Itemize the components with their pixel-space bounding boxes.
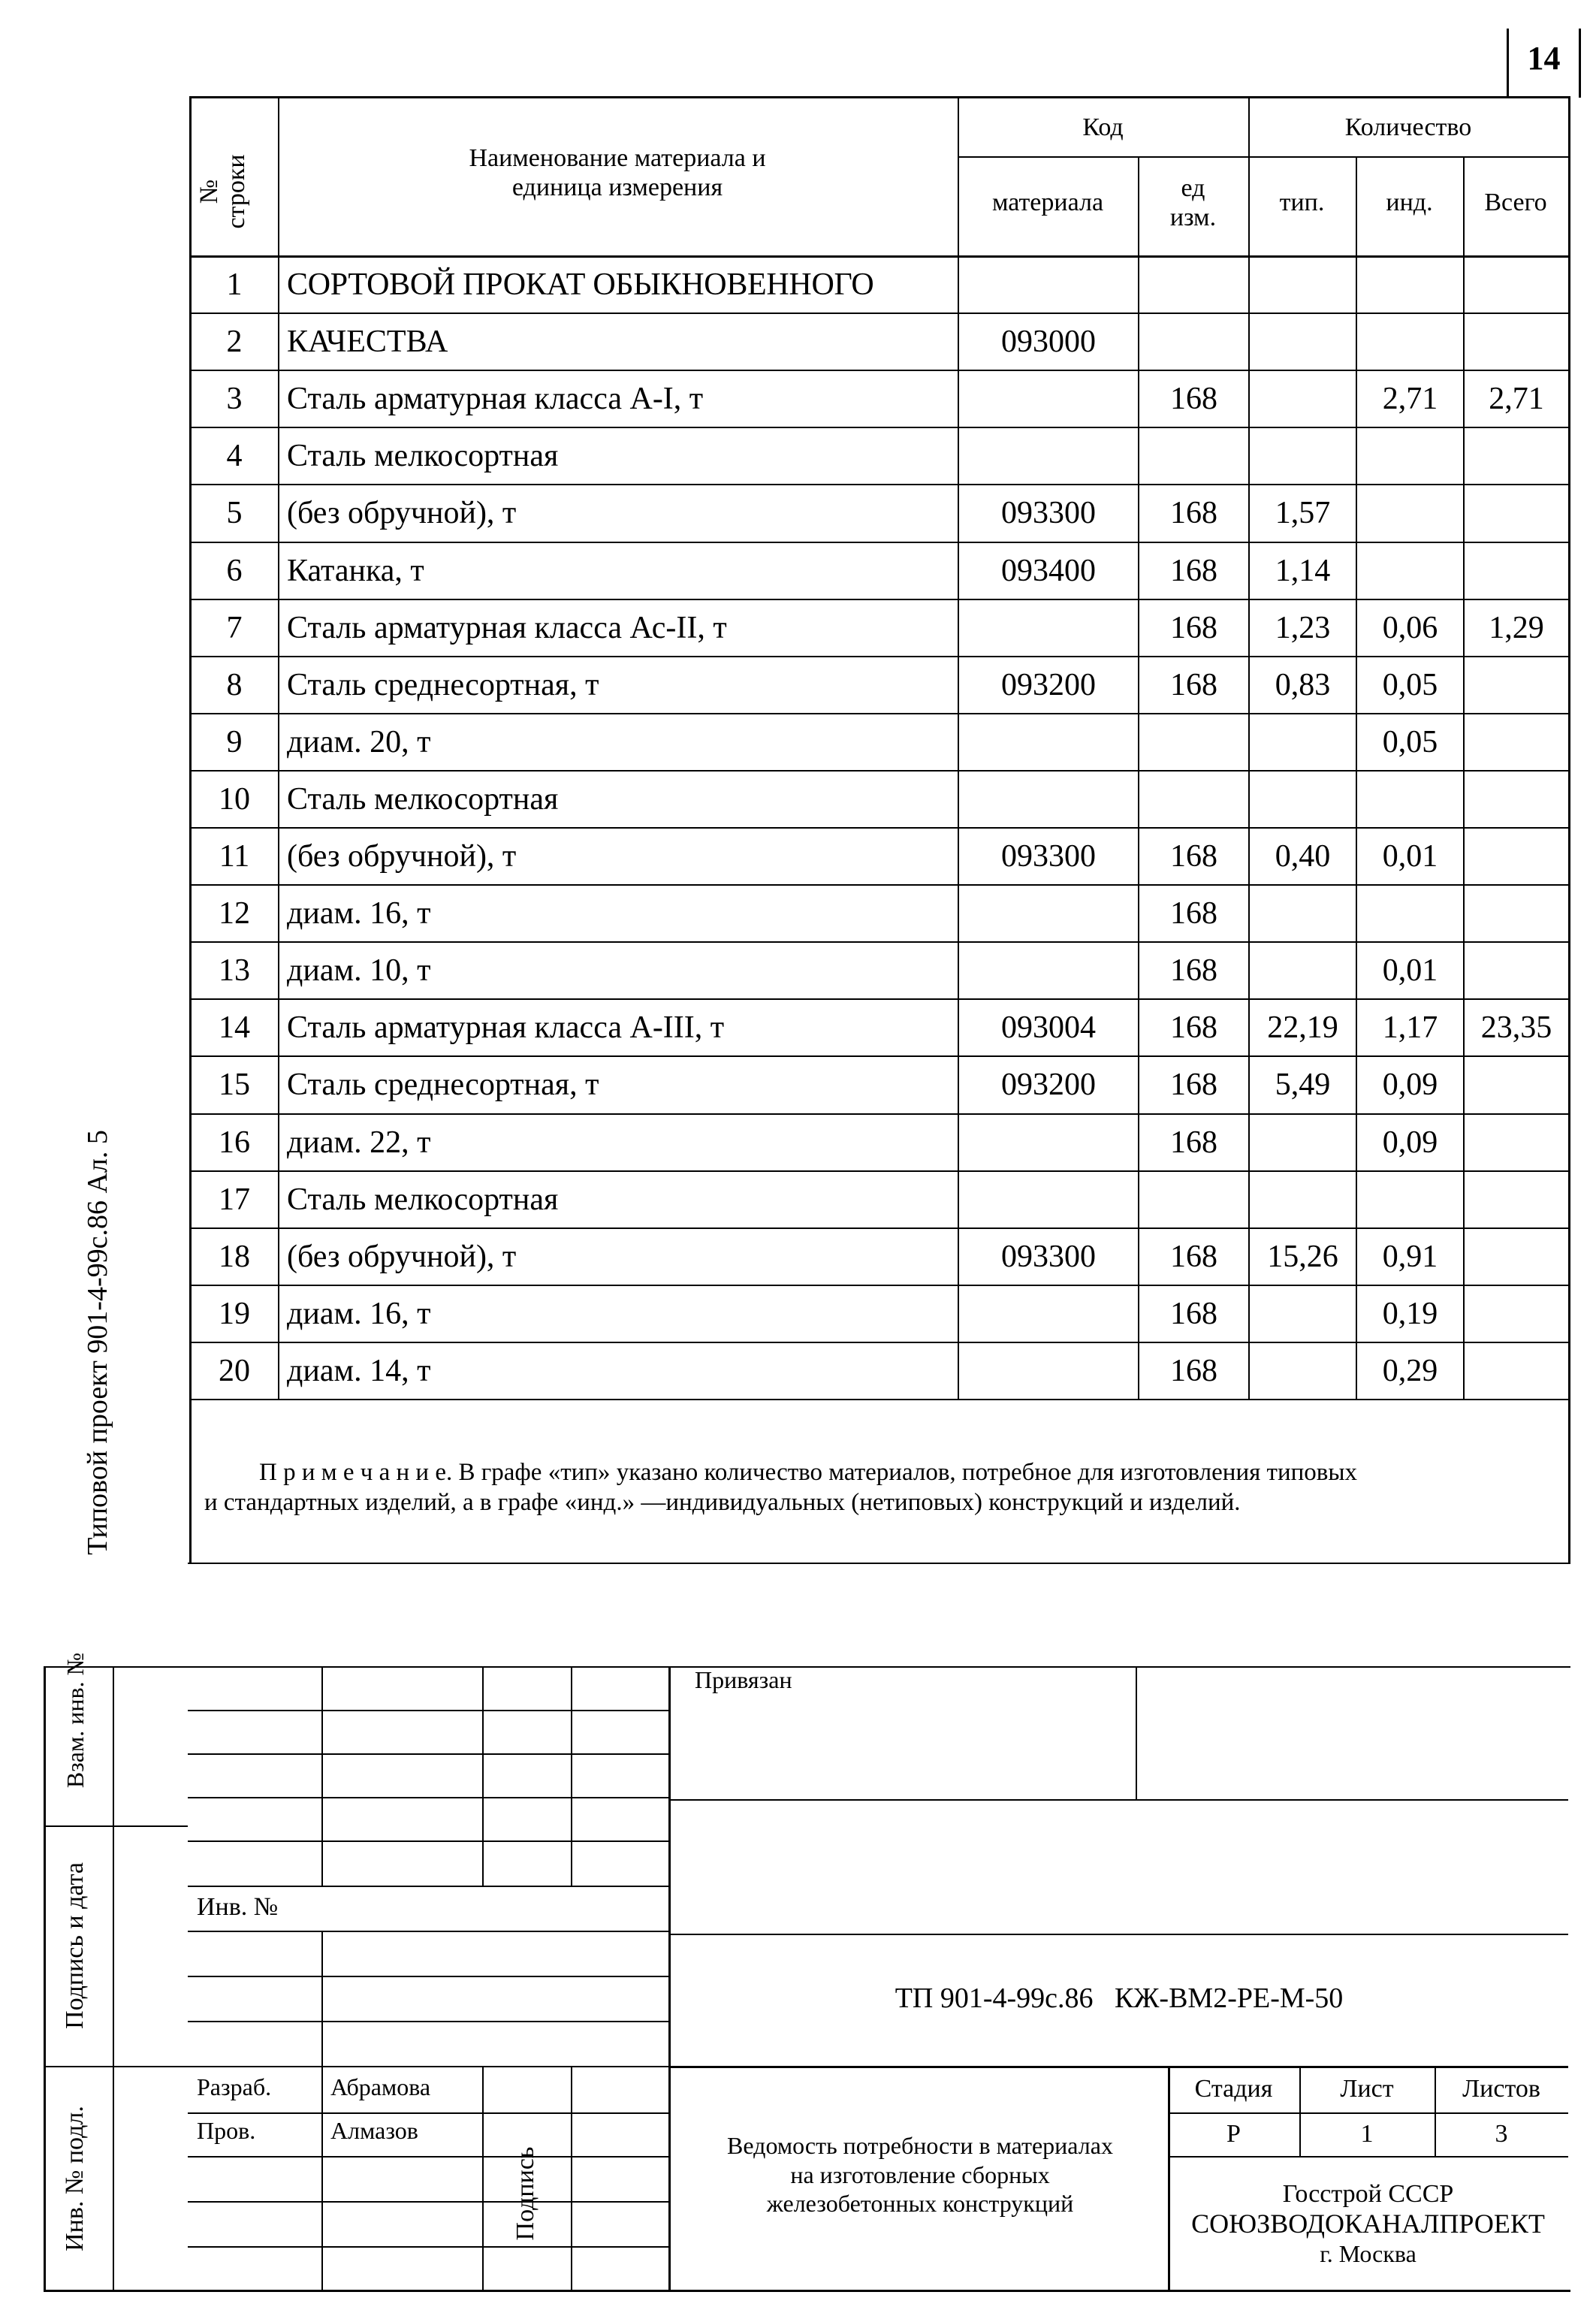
doc-title-line-3: железобетонных конструкций xyxy=(766,2190,1074,2218)
cell-ind xyxy=(1357,485,1463,541)
label-vzam-inv: Взам. инв. № xyxy=(61,1652,89,1789)
cell-no: 5 xyxy=(226,496,243,530)
cell-total xyxy=(1465,1229,1568,1285)
cell-typ xyxy=(1250,371,1356,427)
podpis-label: Подпись xyxy=(511,2146,539,2241)
org-line-3: г. Москва xyxy=(1320,2239,1416,2267)
cell-ind: 2,71 xyxy=(1382,382,1438,416)
doc-code: ТП 901-4-99с.86 КЖ-ВМ2-РЕ-М-50 xyxy=(895,1982,1344,2015)
cell-total xyxy=(1465,485,1568,541)
stamp-row-line xyxy=(188,2021,668,2022)
prov-label: Пров. xyxy=(197,2117,256,2144)
cell-total xyxy=(1465,1286,1568,1342)
cell-unit: 168 xyxy=(1170,1240,1217,1274)
cell-unit: 168 xyxy=(1170,1125,1217,1160)
list-label: Лист xyxy=(1340,2075,1394,2103)
cell-name: Сталь среднесортная, т xyxy=(287,1067,599,1102)
cell-material xyxy=(959,886,1138,941)
cell-no: 8 xyxy=(226,668,243,702)
cell-total xyxy=(1465,943,1568,998)
cell-ind: 0,19 xyxy=(1382,1297,1438,1331)
cell-ind xyxy=(1357,1172,1463,1227)
cell-material xyxy=(959,1115,1138,1170)
cell-no: 20 xyxy=(219,1354,250,1388)
cell-unit: 168 xyxy=(1170,554,1217,588)
cell-unit: 168 xyxy=(1170,1297,1217,1331)
cell-material: 093300 xyxy=(1001,839,1096,874)
cell-ind xyxy=(1357,428,1463,484)
sheet-number: 14 xyxy=(1527,39,1561,77)
cell-total xyxy=(1465,543,1568,599)
cell-name: Сталь мелкосортная xyxy=(287,782,559,817)
stamp-right-line xyxy=(668,1799,1568,1801)
listov-label: Листов xyxy=(1462,2075,1540,2103)
cell-typ xyxy=(1250,714,1356,770)
cell-material xyxy=(959,1286,1138,1342)
stamp-row-line xyxy=(188,1840,668,1842)
cell-material: 093300 xyxy=(1001,496,1096,530)
cell-ind: 0,09 xyxy=(1382,1067,1438,1102)
cell-material: 093004 xyxy=(1001,1010,1096,1045)
cell-typ xyxy=(1250,1343,1356,1399)
cell-name: Сталь арматурная класса А-I, т xyxy=(287,382,704,416)
header-row-no-text: № строки xyxy=(195,154,250,229)
cell-typ xyxy=(1250,943,1356,998)
sheet-number-box-right xyxy=(1579,29,1581,98)
stamp-row-line xyxy=(188,2156,668,2158)
cell-no: 7 xyxy=(226,611,243,645)
stamp-col-line xyxy=(482,1666,484,1886)
cell-material: 093200 xyxy=(1001,668,1096,702)
cell-unit: 168 xyxy=(1170,382,1217,416)
cell-typ: 22,19 xyxy=(1267,1010,1338,1045)
label-podpis-data: Подпись и дата xyxy=(61,1862,89,2029)
cell-ind xyxy=(1357,543,1463,599)
cell-unit: 168 xyxy=(1170,1354,1217,1388)
header-qty-group: Количество xyxy=(1344,113,1472,142)
razrab-label: Разраб. xyxy=(197,2073,272,2100)
cell-no: 10 xyxy=(219,782,250,817)
stamp-row-line xyxy=(188,1666,668,1668)
cell-unit xyxy=(1139,314,1248,370)
stamp-row-line xyxy=(188,1886,668,1887)
stadia-value: Р xyxy=(1226,2120,1241,2148)
cell-typ: 1,23 xyxy=(1275,611,1331,645)
cell-no: 18 xyxy=(219,1240,250,1274)
cell-unit xyxy=(1139,772,1248,827)
cell-no: 6 xyxy=(226,554,243,588)
cell-ind xyxy=(1357,257,1463,313)
stamp-col-line xyxy=(482,2066,484,2290)
header-row-no xyxy=(182,139,264,244)
doc-title-line-1: Ведомость потребности в материалах xyxy=(727,2132,1113,2160)
listov-value: 3 xyxy=(1495,2120,1508,2148)
cell-name: диам. 20, т xyxy=(287,725,431,759)
stamp-row-line xyxy=(188,2246,668,2248)
cell-name: КАЧЕСТВА xyxy=(287,325,448,359)
cell-no: 16 xyxy=(219,1125,250,1160)
cell-unit xyxy=(1139,714,1248,770)
cell-ind: 0,29 xyxy=(1382,1354,1438,1388)
cell-ind: 0,91 xyxy=(1382,1240,1438,1274)
stamp-strip-left xyxy=(44,1666,46,2290)
cell-total: 23,35 xyxy=(1480,1010,1552,1045)
cell-unit xyxy=(1139,428,1248,484)
cell-typ: 15,26 xyxy=(1267,1240,1338,1274)
cell-ind xyxy=(1357,886,1463,941)
header-code-group: Код xyxy=(1082,113,1124,142)
cell-unit xyxy=(1139,257,1248,313)
cell-name: (без обручной), т xyxy=(287,496,517,530)
stamp-row-line xyxy=(188,1976,668,1977)
cell-total xyxy=(1465,1115,1568,1170)
cell-unit: 168 xyxy=(1170,611,1217,645)
cell-typ: 0,40 xyxy=(1275,839,1331,874)
cell-typ xyxy=(1250,428,1356,484)
cell-name: Сталь арматурная класса А-III, т xyxy=(287,1010,725,1045)
cell-name: (без обручной), т xyxy=(287,839,517,874)
inv-no-label: Инв. № xyxy=(197,1893,279,1921)
stadia-label: Стадия xyxy=(1194,2075,1273,2103)
stamp-row-line xyxy=(188,1753,668,1755)
cell-name: диам. 14, т xyxy=(287,1354,431,1388)
cell-unit: 168 xyxy=(1170,1010,1217,1045)
prov-name: Алмазов xyxy=(330,2117,418,2144)
cell-unit xyxy=(1139,1172,1248,1227)
cell-name: Катанка, т xyxy=(287,554,424,588)
cell-ind: 0,09 xyxy=(1382,1125,1438,1160)
cell-material xyxy=(959,371,1138,427)
cell-no: 12 xyxy=(219,896,250,931)
cell-unit: 168 xyxy=(1170,668,1217,702)
cell-ind: 1,17 xyxy=(1382,1010,1438,1045)
stamp-col-line xyxy=(321,1931,323,2290)
stamp-row-line xyxy=(188,1710,668,1711)
table-right-border xyxy=(1568,96,1570,1563)
cell-material: 093400 xyxy=(1001,554,1096,588)
header-qty-ind: инд. xyxy=(1386,189,1433,217)
cell-typ xyxy=(1250,314,1356,370)
privyazan-label: Привязан xyxy=(695,1666,792,1693)
cell-material: 093000 xyxy=(1001,325,1096,359)
stamp-right-line xyxy=(668,1934,1568,1935)
cell-typ: 1,57 xyxy=(1275,496,1331,530)
cell-no: 3 xyxy=(226,382,243,416)
cell-typ xyxy=(1250,1286,1356,1342)
stamp-row-line xyxy=(188,2201,668,2203)
cell-ind: 0,01 xyxy=(1382,953,1438,988)
header-code-unit-text: ед изм. xyxy=(1169,174,1217,231)
cell-name: диам. 16, т xyxy=(287,1297,431,1331)
cell-name: Сталь арматурная класса Ас-II, т xyxy=(287,611,727,645)
cell-name: диам. 10, т xyxy=(287,953,431,988)
cell-ind xyxy=(1357,314,1463,370)
cell-material xyxy=(959,772,1138,827)
cell-total xyxy=(1465,657,1568,713)
cell-total xyxy=(1465,428,1568,484)
cell-unit: 168 xyxy=(1170,496,1217,530)
stamp-row-line xyxy=(188,2066,668,2067)
cell-no: 13 xyxy=(219,953,250,988)
cell-no: 14 xyxy=(219,1010,250,1045)
cell-typ xyxy=(1250,257,1356,313)
cell-total xyxy=(1465,1343,1568,1399)
cell-no: 19 xyxy=(219,1297,250,1331)
cell-total xyxy=(1465,257,1568,313)
stamp-strip-mid xyxy=(113,1666,114,2290)
header-qty-total: Всего xyxy=(1484,189,1547,217)
cell-material xyxy=(959,600,1138,656)
cell-total xyxy=(1465,829,1568,884)
cell-typ: 1,14 xyxy=(1275,554,1331,588)
cell-name: диам. 16, т xyxy=(287,896,431,931)
note-bottom-line xyxy=(188,1563,1570,1564)
cell-material xyxy=(959,1343,1138,1399)
header-name xyxy=(279,98,955,248)
cell-no: 1 xyxy=(226,267,243,302)
cell-total xyxy=(1465,314,1568,370)
cell-no: 17 xyxy=(219,1182,250,1217)
stamp-col-line xyxy=(571,1666,572,1886)
cell-name: диам. 22, т xyxy=(287,1125,431,1160)
cell-total xyxy=(1465,1172,1568,1227)
cell-name: Сталь мелкосортная xyxy=(287,1182,559,1217)
cell-no: 9 xyxy=(226,725,243,759)
stamp-row-line xyxy=(188,1797,668,1798)
cell-no: 11 xyxy=(219,839,250,874)
cell-ind xyxy=(1357,772,1463,827)
cell-total xyxy=(1465,772,1568,827)
cell-typ xyxy=(1250,1115,1356,1170)
cell-typ: 5,49 xyxy=(1275,1067,1331,1102)
cell-total: 1,29 xyxy=(1489,611,1544,645)
cell-name: (без обручной), т xyxy=(287,1240,517,1274)
stamp-col-line-major xyxy=(668,1666,671,2290)
list-value: 1 xyxy=(1360,2120,1374,2148)
header-name-text: Наименование материала и единица измерения xyxy=(469,143,766,201)
doc-title-line-2: на изготовление сборных xyxy=(790,2161,1050,2188)
cell-typ: 0,83 xyxy=(1275,668,1331,702)
header-code-material: материала xyxy=(991,189,1104,217)
cell-total xyxy=(1465,1057,1568,1113)
cell-no: 15 xyxy=(219,1067,250,1102)
org-line-2: СОЮЗВОДОКАНАЛПРОЕКТ xyxy=(1191,2209,1545,2239)
cell-material xyxy=(959,714,1138,770)
stamp-row-line xyxy=(188,1931,668,1932)
cell-ind: 0,05 xyxy=(1382,725,1438,759)
cell-typ xyxy=(1250,772,1356,827)
cell-unit: 168 xyxy=(1170,896,1217,931)
cell-typ xyxy=(1250,1172,1356,1227)
stamp-col-line xyxy=(321,1666,323,1886)
cell-unit: 168 xyxy=(1170,1067,1217,1102)
cell-total xyxy=(1465,714,1568,770)
cell-no: 4 xyxy=(226,439,243,473)
doc-title xyxy=(672,2066,1168,2284)
cell-ind: 0,06 xyxy=(1382,611,1438,645)
cell-material xyxy=(959,1172,1138,1227)
privyazan-divider xyxy=(1136,1666,1137,1799)
stamp-row-line xyxy=(188,2112,668,2114)
cell-material xyxy=(959,257,1138,313)
row-line xyxy=(189,1399,1570,1400)
header-code-unit xyxy=(1138,158,1248,248)
cell-name: Сталь мелкосортная xyxy=(287,439,559,473)
cell-material xyxy=(959,943,1138,998)
cell-typ xyxy=(1250,886,1356,941)
note-line-2: и стандартных изделий, а в графе «инд.» —индивидуальных (нетиповых) конструкций и изделий. xyxy=(204,1489,1241,1516)
cell-ind: 0,05 xyxy=(1382,668,1438,702)
cell-no: 2 xyxy=(226,325,243,359)
cell-unit: 168 xyxy=(1170,953,1217,988)
stamp-col-line xyxy=(571,2066,572,2290)
cell-name: СОРТОВОЙ ПРОКАТ ОБЫКНОВЕННОГО xyxy=(287,267,874,302)
note-line-1 xyxy=(259,1459,1357,1487)
org-block xyxy=(1168,2156,1568,2291)
cell-total xyxy=(1465,886,1568,941)
label-inv-podl: Инв. № подл. xyxy=(61,2106,89,2251)
note-prefix: П р и м е ч а н и е. xyxy=(259,1459,453,1486)
note-line-1-rest: В графе «тип» указано количество материалов, потребное для изготовления типовых xyxy=(452,1459,1358,1486)
cell-name: Сталь среднесортная, т xyxy=(287,668,599,702)
org-line-1: Госстрой СССР xyxy=(1282,2180,1454,2209)
header-qty-typ: тип. xyxy=(1279,189,1325,217)
cell-ind: 0,01 xyxy=(1382,839,1438,874)
cell-material: 093300 xyxy=(1001,1240,1096,1274)
cell-total: 2,71 xyxy=(1489,382,1544,416)
side-label: Типовой проект 901-4-99с.86 Ал. 5 xyxy=(82,1130,113,1555)
cell-unit: 168 xyxy=(1170,839,1217,874)
razrab-name: Абрамова xyxy=(330,2073,431,2100)
cell-material: 093200 xyxy=(1001,1067,1096,1102)
cell-material xyxy=(959,428,1138,484)
